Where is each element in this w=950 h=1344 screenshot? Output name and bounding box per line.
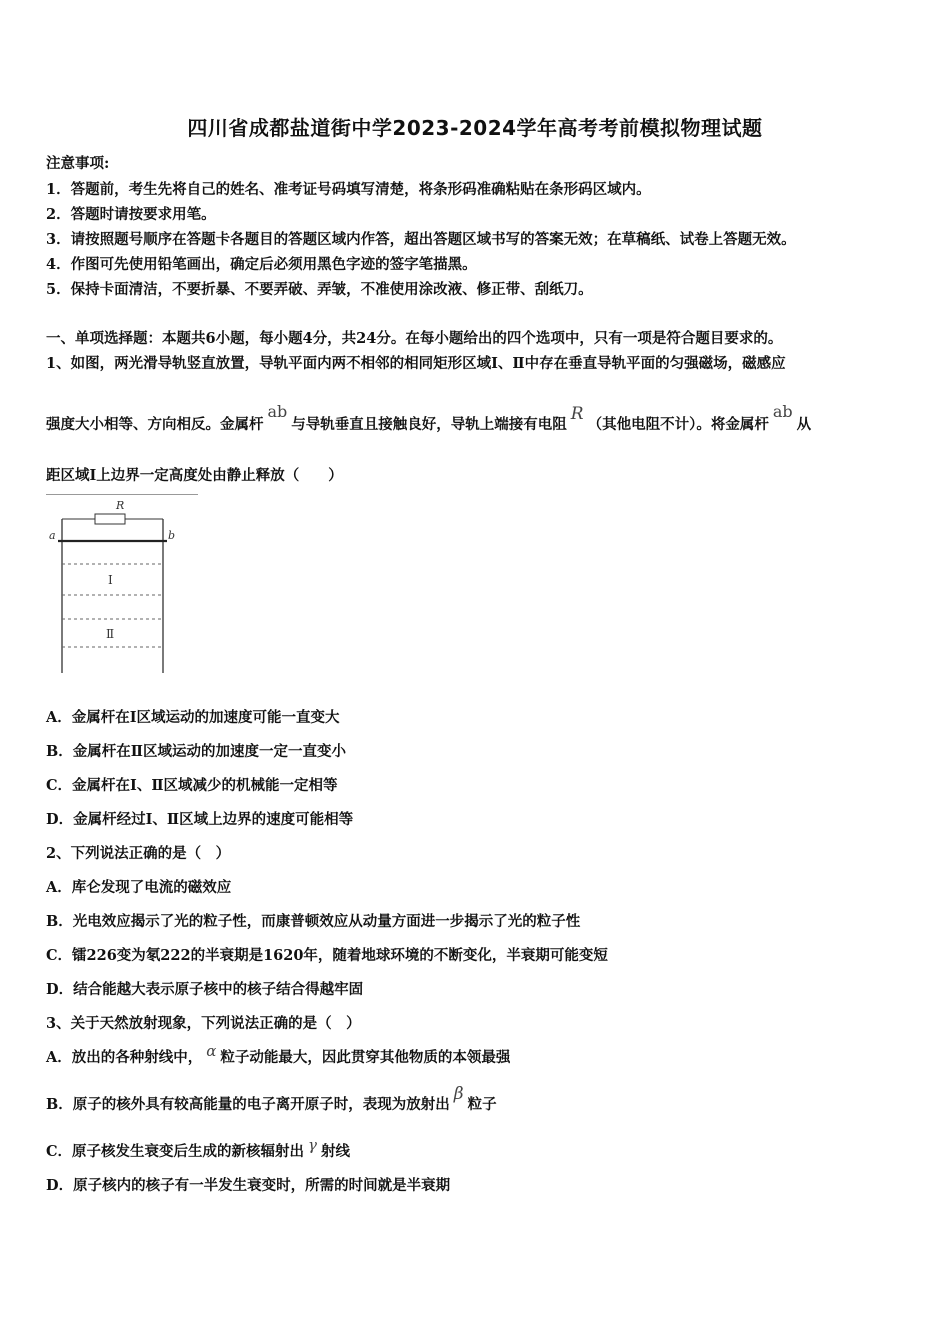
q3-option-d: D．原子核内的核子有一半发生衰变时，所需的时间就是半衰期 [46,1177,451,1194]
q3-stem: 3、关于天然放射现象，下列说法正确的是（ ） [46,1015,361,1032]
notice-item-5: 5．保持卡面清洁，不要折暴、不要弄破、弄皱，不准使用涂改液、修正带、刮纸刀。 [46,281,593,298]
q1-stem-line2 [46,402,812,434]
section-heading: 一、单项选择题：本题共6小题，每小题4分，共24分。在每小题给出的四个选项中，只有一项是符合题目要求的。 [46,330,783,347]
q2-option-b: B．光电效应揭示了光的粒子性，而康普顿效应从动量方面进一步揭示了光的粒子性 [46,913,581,930]
q3-option-c [46,1136,351,1161]
q3-a-text-2: 粒子动能最大，因此贯穿其他物质的本领最强 [220,1049,511,1066]
label-region-1: Ⅰ [108,573,113,587]
beta-symbol: β [453,1084,464,1104]
q3-b-text-2: 粒子 [467,1096,497,1113]
q3-option-b [46,1084,497,1114]
q1-stem-line1: 1、如图，两光滑导轨竖直放置，导轨平面内两不相邻的相同矩形区域Ⅰ、Ⅱ中存在垂直导轨平面的匀强磁场，磁感应 [46,355,786,372]
q3-b-text-1: B．原子的核外具有较高能量的电子离开原子时，表现为放射出 [46,1096,450,1113]
notice-item-4: 4．作图可先使用铅笔画出，确定后必须用黑色字迹的签字笔描黑。 [46,256,477,273]
q1-text-part2: 与导轨垂直且接触良好，导轨上端接有电阻 [291,416,567,433]
notice-item-2: 2．答题时请按要求用笔。 [46,206,216,223]
label-r: R [116,499,125,512]
notice-heading: 注意事项: [46,155,110,172]
q1-stem-line3: 距区域Ⅰ上边界一定高度处由静止释放（ ） [46,467,343,484]
circuit-figure [46,497,186,677]
alpha-symbol: α [206,1042,217,1060]
ab-symbol: ab [267,402,288,421]
label-a: a [49,529,56,542]
q1-text-part1: 强度大小相等、方向相反。金属杆 [46,416,264,433]
q2-option-c: C．镭226变为氡222的半衰期是1620年，随着地球环境的不断变化，半衰期可能变短 [46,947,608,964]
q3-c-text-1: C．原子核发生衰变后生成的新核辐射出 [46,1143,305,1160]
gamma-symbol: γ [308,1136,318,1154]
q1-option-d: D．金属杆经过Ⅰ、Ⅱ区域上边界的速度可能相等 [46,811,354,828]
q2-option-d: D．结合能越大表示原子核中的核子结合得越牢固 [46,981,364,998]
r-symbol: R [570,404,584,424]
q1-text-part3: （其他电阻不计）。将金属杆 [587,416,769,433]
q1-option-b: B．金属杆在Ⅱ区域运动的加速度一定一直变小 [46,743,346,760]
q3-c-text-2: 射线 [321,1143,351,1160]
q1-option-c: C．金属杆在Ⅰ、Ⅱ区域减少的机械能一定相等 [46,777,338,794]
ab-symbol-2: ab [772,402,793,421]
q3-option-a [46,1042,511,1067]
label-region-2: Ⅱ [106,627,115,641]
q2-option-a: A．库仑发现了电流的磁效应 [46,879,232,896]
notice-item-1: 1．答题前，考生先将自己的姓名、准考证号码填写清楚，将条形码准确粘贴在条形码区域内。 [46,181,651,198]
figure-divider [46,494,198,495]
page-title: 四川省成都盐道街中学2023-2024学年高考考前模拟物理试题 [187,116,763,140]
q1-option-a: A．金属杆在Ⅰ区域运动的加速度可能一直变大 [46,709,340,726]
label-b: b [168,529,176,542]
q3-a-text-1: A．放出的各种射线中， [46,1049,203,1066]
resistor [95,514,125,524]
q2-stem: 2、下列说法正确的是（ ） [46,845,231,862]
q1-text-part4: 从 [796,416,812,433]
notice-item-3: 3．请按照题号顺序在答题卡各题目的答题区域内作答，超出答题区域书写的答案无效；在草稿纸、试卷上答题无效。 [46,231,796,248]
